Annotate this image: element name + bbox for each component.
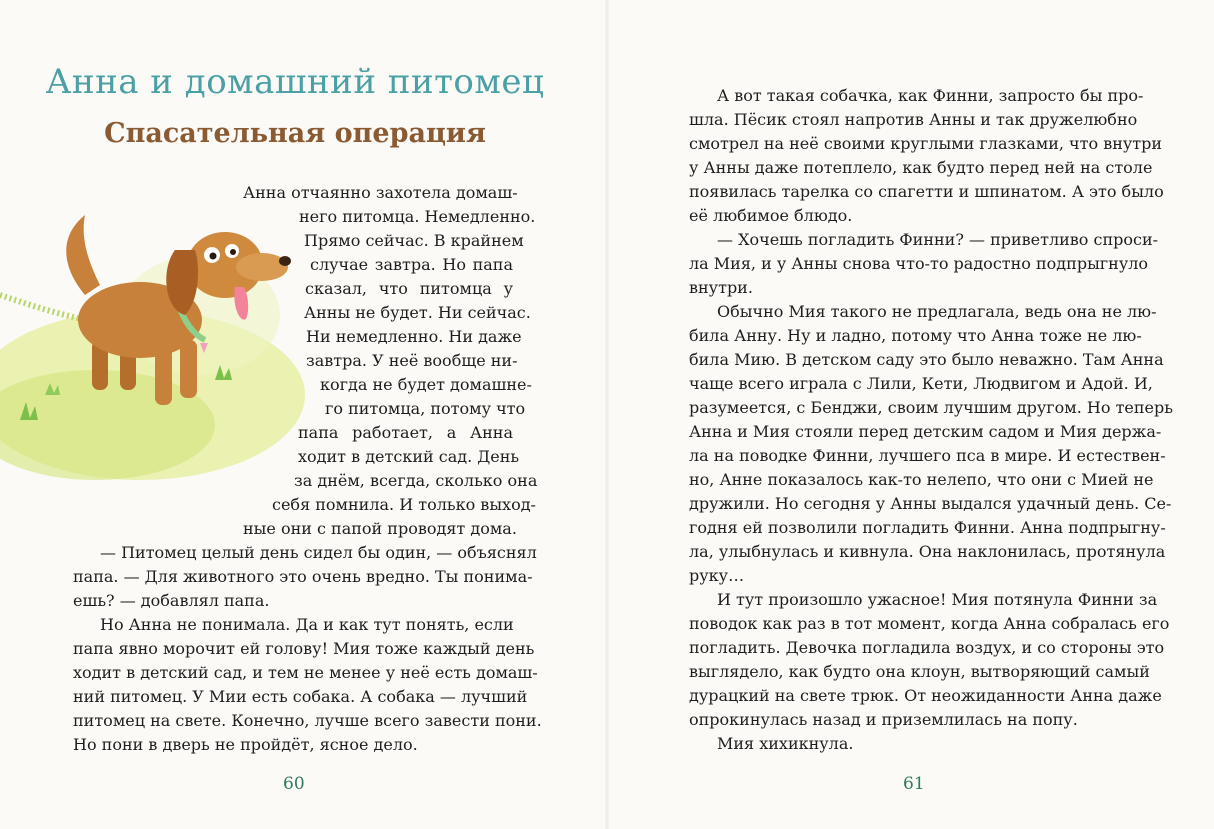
text-line: ешь? — добавлял папа.: [73, 591, 270, 610]
text-line: дурацкий на свете трюк. От неожиданности Анна даже: [689, 686, 1162, 705]
text-line: И тут произошло ужасное! Мия потянула Финни за: [717, 590, 1158, 609]
right-page: [607, 0, 1214, 829]
text-line: погладить. Девочка погладила воздух, и со стороны это: [689, 638, 1165, 657]
page-number-left: 60: [283, 774, 305, 794]
text-line: Анны не будет. Ни сейчас.: [304, 303, 531, 322]
text-line: её любимое блюдо.: [689, 206, 853, 225]
text-line: когда не будет домашне-: [320, 375, 532, 394]
text-line: Мия хихикнула.: [717, 734, 854, 753]
text-line: папа. — Для животного это очень вредно. Ты понима-: [73, 567, 533, 586]
text-line: появилась тарелка со спагетти и шпинатом. А это было: [689, 182, 1164, 201]
text-line: внутри.: [689, 278, 753, 297]
dog-illustration: [0, 195, 310, 515]
text-line: папа явно морочит ей голову! Мия тоже каждый день: [73, 639, 535, 658]
text-line: папа работает, а Анна: [298, 423, 513, 442]
text-line: за днём, всегда, сколько она: [294, 471, 538, 490]
text-line: годня ей позволили погладить Финни. Анна подпрыгну-: [689, 518, 1166, 537]
text-line: — Питомец целый день сидел бы один, — объяснял: [100, 543, 537, 562]
text-line: но, Анне показалось как-то нелепо, что они с Мией не: [689, 470, 1154, 489]
text-line: Ни немедленно. Ни даже: [306, 327, 522, 346]
text-line: разумеется, с Бенджи, своим лучшим другом. Но теперь: [689, 398, 1173, 417]
text-line: питомец на свете. Конечно, лучше всего завести пони.: [73, 711, 542, 730]
text-line: сказал, что питомца у: [305, 279, 513, 298]
text-line: ные они с папой проводят дома.: [243, 519, 517, 538]
text-line: Но Анна не понимала. Да и как тут понять, если: [100, 615, 514, 634]
text-line: шла. Пёсик стоял напротив Анны и так дружелюбно: [689, 110, 1138, 129]
text-line: ний питомец. У Мии есть собака. А собака — лучший: [73, 687, 528, 706]
text-line: руку…: [689, 566, 745, 585]
text-line: ла на поводке Финни, лучшего пса в мире. И естествен-: [689, 446, 1166, 465]
text-line: него питомца. Немедленно.: [299, 207, 536, 226]
text-line: Анна и Мия стояли перед детским садом и Мия держа-: [689, 422, 1162, 441]
chapter-title: Анна и домашний питомец: [45, 62, 545, 102]
text-line: опрокинулась назад и приземлилась на попу.: [689, 710, 1078, 729]
text-line: ходит в детский сад, и тем не менее у неё есть домаш-: [73, 663, 538, 682]
text-line: го питомца, потому что: [325, 399, 526, 418]
text-line: Анна отчаянно захотела домаш-: [243, 183, 518, 202]
text-line: била Мию. В детском саду это было неважно. Там Анна: [689, 350, 1164, 369]
section-title: Спасательная операция: [104, 118, 486, 149]
text-line: А вот такая собачка, как Финни, запросто бы про-: [717, 86, 1144, 105]
text-line: выглядело, как будто она клоун, вытворяющий самый: [689, 662, 1150, 681]
text-line: завтра. У неё вообще ни-: [306, 351, 518, 370]
text-line: себя помнила. И только выход-: [272, 495, 536, 514]
text-line: ходит в детский сад. День: [298, 447, 520, 466]
text-line: ла, улыбнулась и кивнула. Она наклонилась, протянула: [689, 542, 1166, 561]
text-line: поводок как раз в тот момент, когда Анна собралась его: [689, 614, 1170, 633]
text-line: случае завтра. Но папа: [310, 255, 513, 274]
text-line: била Анну. Ну и ладно, потому что Анна тоже не лю-: [689, 326, 1142, 345]
text-line: дружили. Но сегодня у Анны выдался удачный день. Се-: [689, 494, 1172, 513]
text-line: Обычно Мия такого не предлагала, ведь она не лю-: [717, 302, 1157, 321]
text-line: чаще всего играла с Лили, Кети, Людвигом и Адой. И,: [689, 374, 1153, 393]
text-line: — Хочешь погладить Финни? — приветливо спроси-: [717, 230, 1159, 249]
page-number-right: 61: [903, 774, 925, 794]
text-line: Но пони в дверь не пройдёт, ясное дело.: [73, 735, 418, 754]
text-line: Прямо сейчас. В крайнем: [304, 231, 524, 250]
text-line: смотрел на неё своими круглыми глазками, что внутри: [689, 134, 1163, 153]
text-line: у Анны даже потеплело, как будто перед ней на столе: [689, 158, 1153, 177]
text-line: ла Мия, и у Анны снова что-то радостно подпрыгнуло: [689, 254, 1149, 273]
